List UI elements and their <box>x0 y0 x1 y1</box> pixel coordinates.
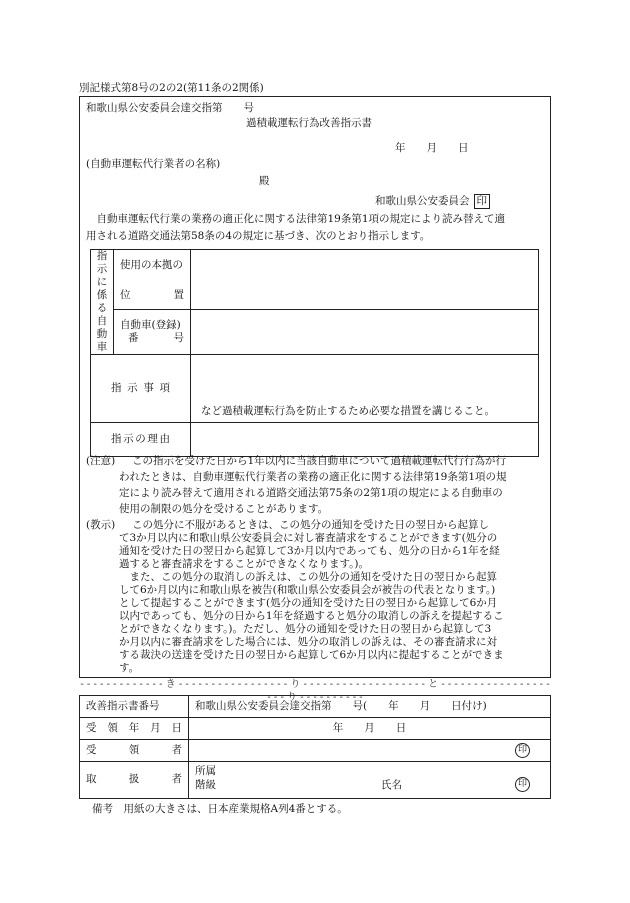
seal-mark: 印 <box>474 194 491 209</box>
remark: 備考 用紙の大きさは、日本産業規格A列4番とする。 <box>92 803 348 815</box>
cut-line: - - - - - - - - - - - - - き - - - - - - - - - - - - - - - - - り - - - - - - - - - - - - - - - - - - - と - - - - - - - - - - - - - - - - - - - - り - - - - - - - - - - <box>80 679 550 703</box>
intro-line-2: 用される道路交通法第58条の4の規定に基づき、次のとおり指示します。 <box>86 230 431 242</box>
notice-label: (注意) <box>86 455 116 467</box>
instruction-line: 過すると審査請求をすることができなくなります。)。 <box>119 558 370 570</box>
receipt-date-label: 受 領 年 月 日 <box>80 718 189 740</box>
instruction-line: して6か月以内に和歌山県を被告(和歌山県公安委員会が被告の代表となります。) <box>119 584 496 596</box>
issuer: 和歌山県公安委員会 印 <box>375 194 490 209</box>
instruction-label: (教示) <box>86 519 116 531</box>
reason-label: 指 示 の 理 由 <box>91 423 191 457</box>
form-label: 別記様式第8号の2の2(第11条の2関係) <box>79 82 264 94</box>
notice-number-label: 改善指示書番号 <box>80 696 189 718</box>
reason-value <box>191 423 539 457</box>
location-label: 位 置 <box>114 282 191 310</box>
handler-value: 所属 階級 氏名 印 <box>189 762 551 799</box>
instruction-line: とができなくなります。)。ただし、処分の通知を受けた日の翌日から起算して3 <box>119 623 492 635</box>
instruction-line: 以内であっても、処分の日から1年を経過すると処分の取消しの訴えを提起するこ <box>119 610 504 622</box>
recipient-label: 受 領 者 <box>80 740 189 762</box>
instruction-line: か月以内に審査請求をした場合には、処分の取消しの訴えは、その審査請求に対 <box>119 636 497 648</box>
notice-line-3: 定により読み替えて適用される道路交通法第75条の2第1項の規定による自動車の <box>119 487 503 499</box>
recipient-value <box>189 740 551 762</box>
seal-icon: 印 <box>515 777 530 792</box>
document-number: 和歌山県公安委員会達交指第 号 <box>86 102 254 114</box>
instruction-line: て3か月以内に和歌山県公安委員会に対し審査請求をすることができます(処分の <box>119 532 498 544</box>
notice-line-1: この指示を受けた日から1年以内に当該自動車について過積載運転代行行為が行 <box>132 455 506 467</box>
vehicle-registration-label: 自動車(登録) 番 号 <box>114 310 191 355</box>
instruction-line: また、この処分の取消しの訴えは、この処分の通知を受けた日の翌日から起算 <box>119 571 497 583</box>
document-title: 過積載運転行為改善指示書 <box>246 117 372 129</box>
vehicle-vertical-label: 指 示 に 係 る 自 動 車 <box>91 250 114 355</box>
notice-line-4: 使用の制限の処分を受けることがあります。 <box>119 503 329 515</box>
recipient-name-label: (自動車運転代行業者の名称) <box>86 158 221 170</box>
honorific: 殿 <box>259 175 270 187</box>
instruction-items-label: 指 示 事 項 <box>91 355 191 423</box>
receipt-date-value: 年 月 日 <box>189 718 551 740</box>
vehicle-table <box>90 249 539 457</box>
use-base-value <box>191 250 539 310</box>
handler-label: 取 扱 者 <box>80 762 189 799</box>
use-base-label: 使用の本拠の <box>114 250 191 282</box>
intro-line-1: 自動車運転代行業の業務の適正化に関する法律第19条第1項の規定により読み替えて適 <box>86 213 506 225</box>
instruction-items-value: など過積載運転行為を防止するため必要な措置を講じること。 <box>191 355 539 423</box>
instruction-line: する裁決の送達を受けた日の翌日から起算して6か月以内に提起することができま <box>119 649 504 661</box>
seal-icon: 印 <box>515 743 530 758</box>
instruction-line: 通知を受けた日の翌日から起算して3か月以内であっても、処分の日から1年を経 <box>119 545 500 557</box>
notice-line-2: われたときは、自動車運転代行業者の業務の適正化に関する法律第19条第1項の規 <box>119 471 507 483</box>
vehicle-registration-value <box>191 310 539 355</box>
issue-date: 年 月 日 <box>395 142 469 154</box>
receipt-table <box>79 695 551 799</box>
instruction-line: す。 <box>119 662 140 674</box>
notice-number-value: 和歌山県公安委員会達交指第 号( 年 月 日付け) <box>189 696 551 718</box>
instruction-line: この処分に不服があるときは、この処分の通知を受けた日の翌日から起算し <box>132 519 489 531</box>
instruction-line: として提起することができます(処分の通知を受けた日の翌日から起算して6か月 <box>119 597 498 609</box>
